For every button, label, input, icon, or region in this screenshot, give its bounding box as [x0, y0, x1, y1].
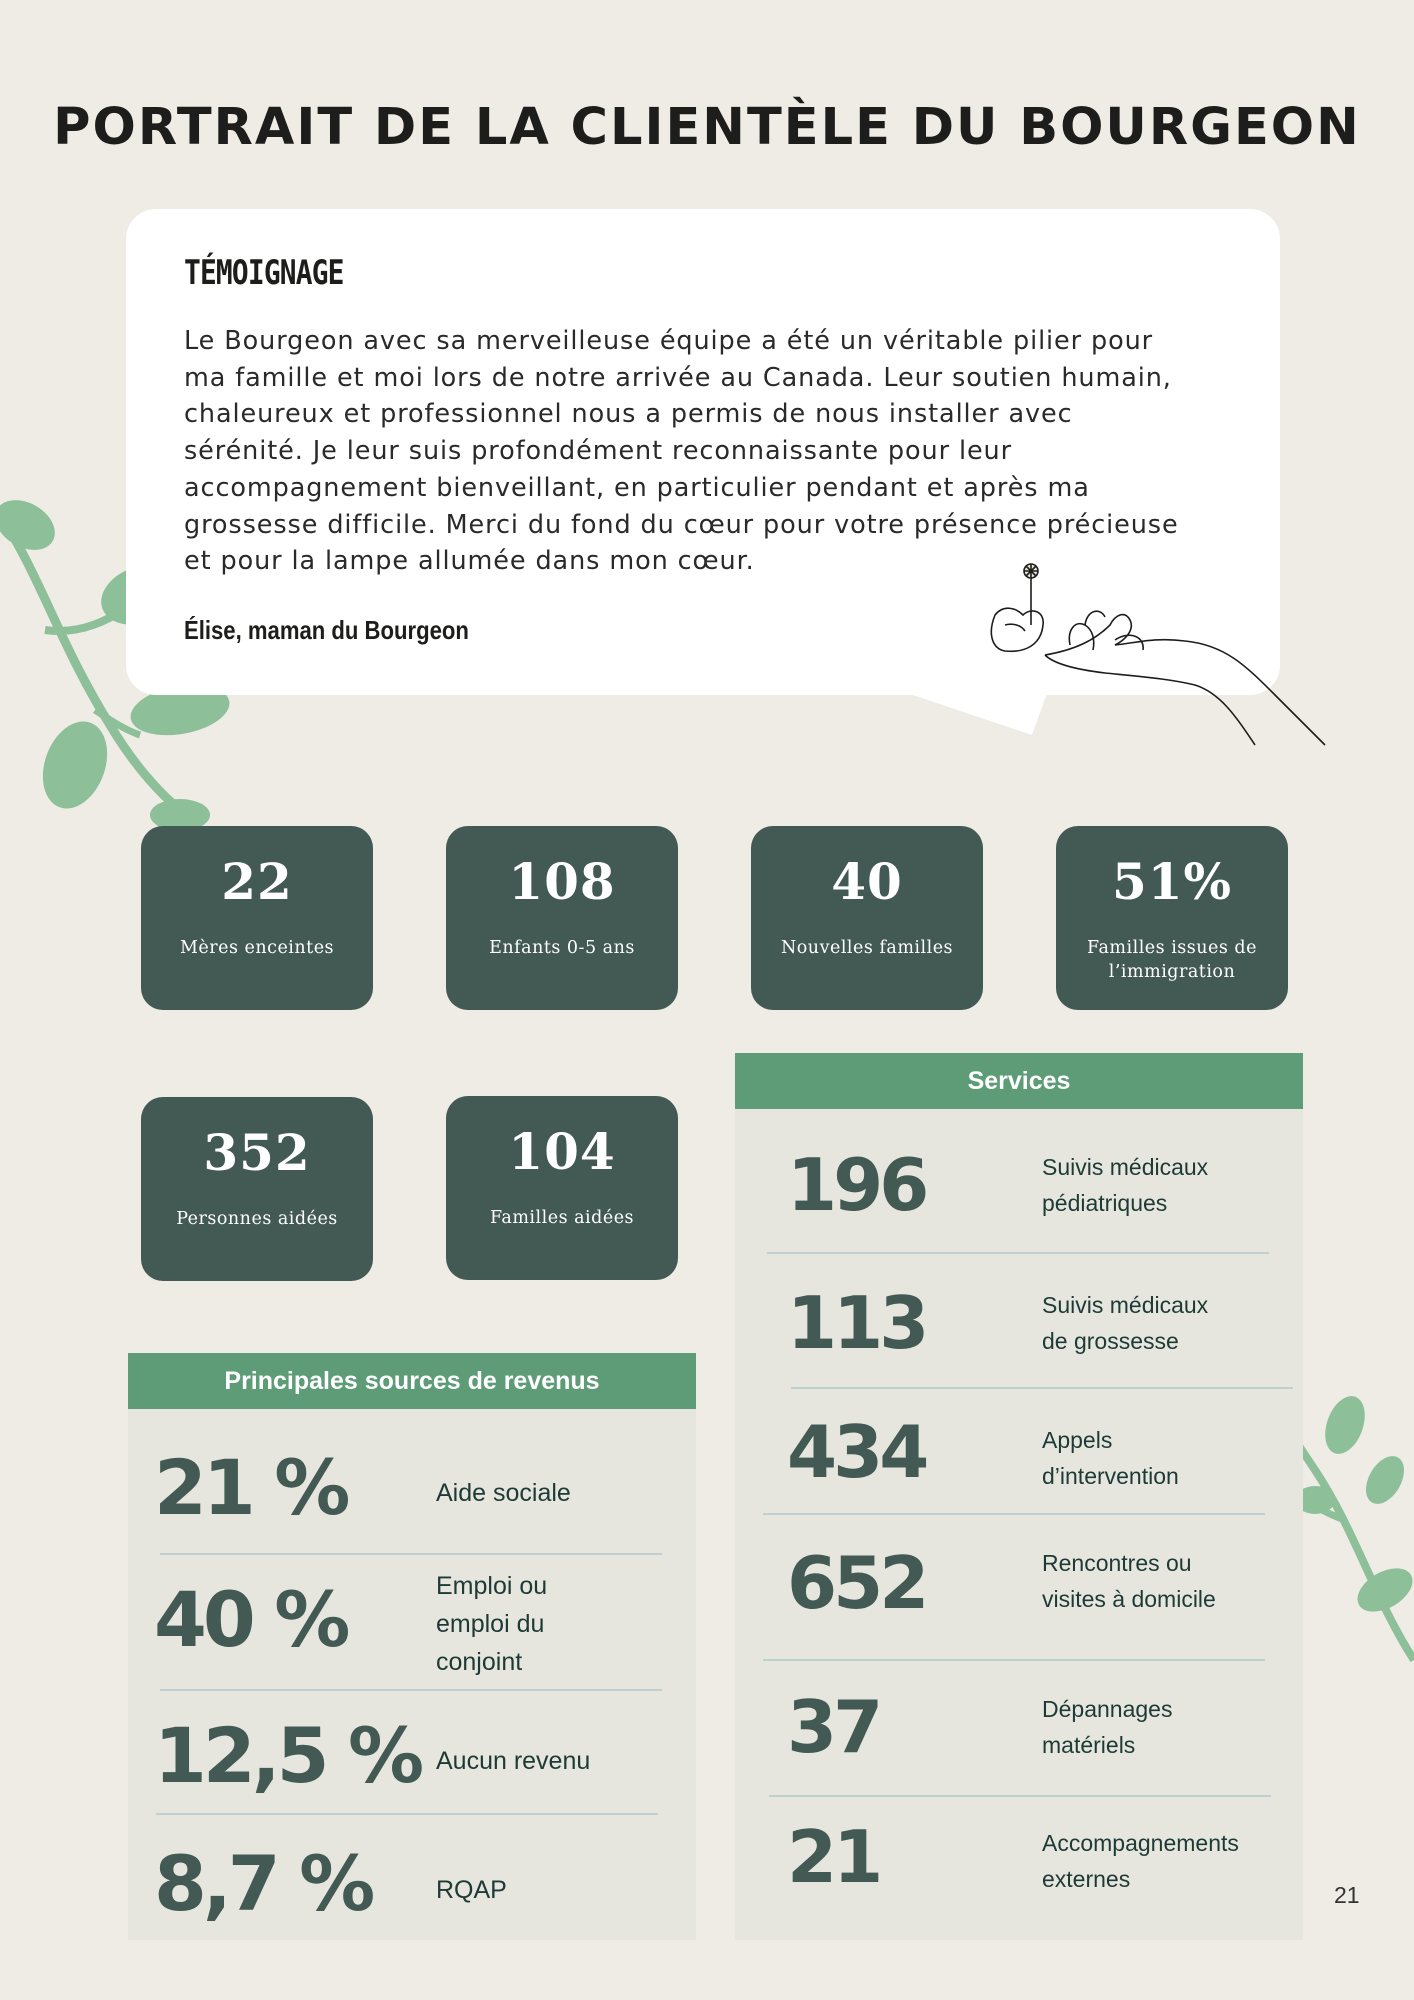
income-label: Aucun revenu — [436, 1747, 591, 1775]
testimonial-author: Élise, maman du Bourgeon — [184, 615, 469, 645]
service-value: 434 — [787, 1410, 926, 1494]
stat-value: 104 — [508, 1122, 616, 1181]
service-label-line: Rencontres ou — [1042, 1550, 1192, 1576]
stat-label: Mères enceintes — [179, 938, 335, 958]
stat-value: 352 — [203, 1123, 311, 1182]
service-label-line: Appels — [1042, 1427, 1113, 1453]
testimonial-line: grossesse difficile. Merci du fond du cœur pour votre présence précieuse — [184, 509, 1179, 540]
row-divider — [160, 1689, 662, 1691]
service-label-line: matériels — [1042, 1732, 1136, 1758]
income-value: 21 % — [154, 1443, 347, 1532]
service-value: 196 — [787, 1143, 926, 1227]
service-value: 21 — [787, 1815, 880, 1899]
stat-tile — [446, 1096, 678, 1280]
service-value: 652 — [787, 1541, 926, 1625]
service-value: 37 — [787, 1685, 880, 1769]
testimonial-line: chaleureux et professionnel nous a permis de nous installer avec — [184, 399, 1073, 430]
stat-label: Nouvelles familles — [780, 938, 954, 958]
service-label-line: Accompagnements — [1042, 1830, 1239, 1856]
stat-tile — [141, 826, 373, 1010]
service-label-line: Suivis médicaux — [1042, 1292, 1209, 1318]
testimonial-heading: TÉMOIGNAGE — [184, 253, 344, 293]
service-label — [1042, 1422, 1179, 1494]
income-value: 12,5 % — [154, 1711, 421, 1800]
testimonial-line: et pour la lampe allumée dans mon cœur. — [184, 546, 755, 577]
stat-value: 22 — [221, 852, 293, 911]
stat-value: 108 — [508, 852, 616, 911]
income-label: Aide sociale — [436, 1479, 571, 1507]
income-value: 8,7 % — [154, 1839, 372, 1928]
service-label-line: de grossesse — [1042, 1328, 1179, 1354]
hands-flower-illustration — [985, 545, 1345, 795]
income-label: Emploi ou emploi du conjoint — [436, 1572, 548, 1676]
testimonial-line: ma famille et moi lors de notre arrivée au Canada. Leur soutien humain, — [184, 362, 1172, 393]
page-title: PORTRAIT DE LA CLIENTÈLE DU BOURGEON — [53, 98, 1361, 157]
stat-tile — [141, 1097, 373, 1281]
row-divider — [156, 1813, 658, 1815]
stat-value: 40 — [831, 852, 903, 911]
service-label — [1042, 1149, 1208, 1221]
stat-label: Personnes aidées — [176, 1209, 338, 1229]
service-label — [1042, 1545, 1216, 1617]
service-value: 113 — [787, 1281, 926, 1365]
services-panel-header: Services — [735, 1053, 1303, 1109]
row-divider — [769, 1795, 1271, 1797]
row-divider — [763, 1659, 1265, 1661]
row-divider — [767, 1252, 1269, 1254]
row-divider — [791, 1387, 1293, 1389]
stat-tile — [446, 826, 678, 1010]
service-label-line: pédiatriques — [1042, 1190, 1168, 1216]
service-label-line: d’intervention — [1042, 1463, 1179, 1489]
service-label — [1042, 1287, 1208, 1359]
testimonial-line: Le Bourgeon avec sa merveilleuse équipe a été un véritable pilier pour — [184, 326, 1154, 356]
income-label: RQAP — [436, 1876, 507, 1904]
service-label-line: Dépannages — [1042, 1696, 1173, 1722]
row-divider — [763, 1513, 1265, 1515]
row-divider — [160, 1553, 662, 1555]
page-number: 21 — [1334, 1882, 1360, 1908]
income-panel-header: Principales sources de revenus — [128, 1353, 696, 1409]
stat-label: Familles issues de l’immigration — [1087, 938, 1257, 982]
service-label-line: Suivis médicaux — [1042, 1154, 1209, 1180]
services-panel — [735, 1053, 1303, 1940]
service-label-line: externes — [1042, 1866, 1131, 1892]
testimonial-line: sérénité. Je leur suis profondément reconnaissante pour leur — [184, 436, 1012, 467]
stat-label: Familles aidées — [489, 1208, 635, 1228]
testimonial-line: accompagnement bienveillant, en particulier pendant et après ma — [184, 472, 1090, 503]
service-label-line: visites à domicile — [1042, 1586, 1216, 1612]
stat-label: Enfants 0-5 ans — [489, 938, 635, 958]
stat-tile — [751, 826, 983, 1010]
service-label — [1042, 1691, 1172, 1763]
stat-value: 51% — [1111, 852, 1233, 911]
stat-tile — [1056, 826, 1288, 1010]
income-value: 40 % — [154, 1575, 347, 1664]
testimonial-text — [184, 323, 1244, 580]
service-label — [1042, 1825, 1239, 1897]
income-sources-panel — [128, 1353, 696, 1940]
